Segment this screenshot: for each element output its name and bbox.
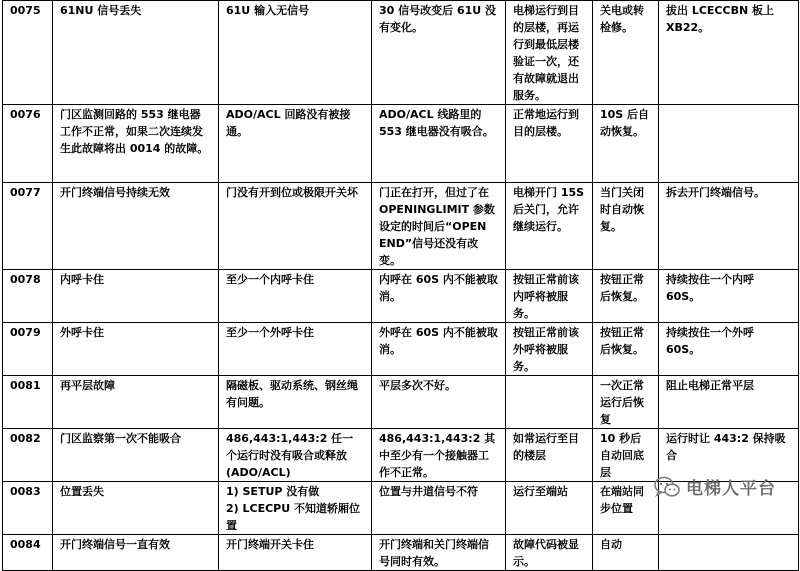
table-row bbox=[3, 183, 799, 270]
fault-cause: 486,443:1,443:2 任一个运行时没有吸合或释放(ADO/ACL) bbox=[219, 429, 372, 482]
fault-name: 再平层故障 bbox=[53, 376, 219, 429]
fault-code: 0076 bbox=[3, 105, 53, 183]
fault-cause: 至少一个内呼卡住 bbox=[219, 270, 372, 323]
fault-cause: 隔磁板、驱动系统、钢丝绳有问题。 bbox=[219, 376, 372, 429]
table-row bbox=[3, 1, 799, 105]
fault-name: 内呼卡住 bbox=[53, 270, 219, 323]
table-row bbox=[3, 535, 799, 571]
fault-action: 正常地运行到目的层楼。 bbox=[506, 105, 593, 183]
fault-action: 电梯运行到目的层楼，再运行到最低层楼验证一次，还有故障就退出服务。 bbox=[506, 1, 593, 105]
fault-name: 61NU 信号丢失 bbox=[53, 1, 219, 105]
fault-code: 0077 bbox=[3, 183, 53, 270]
fault-code: 0075 bbox=[3, 1, 53, 105]
fault-action: 如常运行至目的楼层 bbox=[506, 429, 593, 482]
fault-reset: 在端站同步位置 bbox=[593, 482, 659, 535]
fault-action: 电梯开门 15S 后关门，允许继续运行。 bbox=[506, 183, 593, 270]
fault-remedy: 持续按住一个内呼 60S。 bbox=[659, 270, 799, 323]
fault-action bbox=[506, 376, 593, 429]
fault-name: 门区监察第一次不能吸合 bbox=[53, 429, 219, 482]
fault-name: 位置丢失 bbox=[53, 482, 219, 535]
fault-action: 按钮正常前该外呼将被服务。 bbox=[506, 323, 593, 376]
fault-remedy: 持续按住一个外呼 60S。 bbox=[659, 323, 799, 376]
fault-condition: 外呼在 60S 内不能被取消。 bbox=[372, 323, 506, 376]
fault-code: 0084 bbox=[3, 535, 53, 571]
fault-code: 0078 bbox=[3, 270, 53, 323]
fault-code: 0079 bbox=[3, 323, 53, 376]
fault-name: 门区监测回路的 553 继电器工作不正常，如果二次连续发生此故障将出 0014 的故障。 bbox=[53, 105, 219, 183]
fault-name: 开门终端信号一直有效 bbox=[53, 535, 219, 571]
fault-cause: ADO/ACL 回路没有被接通。 bbox=[219, 105, 372, 183]
fault-action: 故障代码被显示。 bbox=[506, 535, 593, 571]
fault-action: 运行至端站 bbox=[506, 482, 593, 535]
fault-reset: 按钮正常后恢复。 bbox=[593, 270, 659, 323]
fault-cause: 61U 输入无信号 bbox=[219, 1, 372, 105]
fault-cause: 开门终端开关卡住 bbox=[219, 535, 372, 571]
fault-reset: 一次正常运行后恢复 bbox=[593, 376, 659, 429]
fault-condition: ADO/ACL 线路里的 553 继电器没有吸合。 bbox=[372, 105, 506, 183]
fault-condition: 门正在打开，但过了在 OPENINGLIMIT 参数设定的时间后“OPEN END”信号还没有改变。 bbox=[372, 183, 506, 270]
table-row bbox=[3, 376, 799, 429]
fault-action: 按钮正常前该内呼将被服务。 bbox=[506, 270, 593, 323]
fault-remedy: 运行时让 443:2 保持吸合 bbox=[659, 429, 799, 482]
fault-remedy bbox=[659, 535, 799, 571]
wechat-icon bbox=[654, 476, 680, 498]
fault-reset: 按钮正常后恢复。 bbox=[593, 323, 659, 376]
fault-reset: 关电或转检修。 bbox=[593, 1, 659, 105]
fault-cause: 至少一个外呼卡住 bbox=[219, 323, 372, 376]
table-row bbox=[3, 270, 799, 323]
fault-reset: 自动 bbox=[593, 535, 659, 571]
fault-code: 0081 bbox=[3, 376, 53, 429]
fault-remedy: 阻止电梯正常平层 bbox=[659, 376, 799, 429]
fault-reset: 10S 后自动恢复。 bbox=[593, 105, 659, 183]
watermark-text: 电梯人平台 bbox=[686, 479, 776, 499]
fault-condition: 平层多次不好。 bbox=[372, 376, 506, 429]
table-row bbox=[3, 105, 799, 183]
table-row bbox=[3, 323, 799, 376]
fault-condition: 内呼在 60S 内不能被取消。 bbox=[372, 270, 506, 323]
fault-name: 开门终端信号持续无效 bbox=[53, 183, 219, 270]
fault-remedy bbox=[659, 105, 799, 183]
fault-code: 0082 bbox=[3, 429, 53, 482]
fault-condition: 位置与井道信号不符 bbox=[372, 482, 506, 535]
fault-reset: 10 秒后自动回底层 bbox=[593, 429, 659, 482]
fault-remedy: 拆去开门终端信号。 bbox=[659, 183, 799, 270]
fault-name: 外呼卡住 bbox=[53, 323, 219, 376]
fault-code: 0083 bbox=[3, 482, 53, 535]
fault-cause: 门没有开到位或极限开关坏 bbox=[219, 183, 372, 270]
fault-cause: 1) SETUP 没有做 2) LCECPU 不知道轿厢位置 bbox=[219, 482, 372, 535]
fault-condition: 开门终端和关门终端信号同时有效。 bbox=[372, 535, 506, 571]
fault-condition: 30 信号改变后 61U 没有变化。 bbox=[372, 1, 506, 105]
fault-remedy: 拔出 LCECCBN 板上 XB22。 bbox=[659, 1, 799, 105]
fault-condition: 486,443:1,443:2 其中至少有一个接触器工作不正常。 bbox=[372, 429, 506, 482]
fault-reset: 当门关闭时自动恢复。 bbox=[593, 183, 659, 270]
watermark bbox=[654, 474, 776, 499]
